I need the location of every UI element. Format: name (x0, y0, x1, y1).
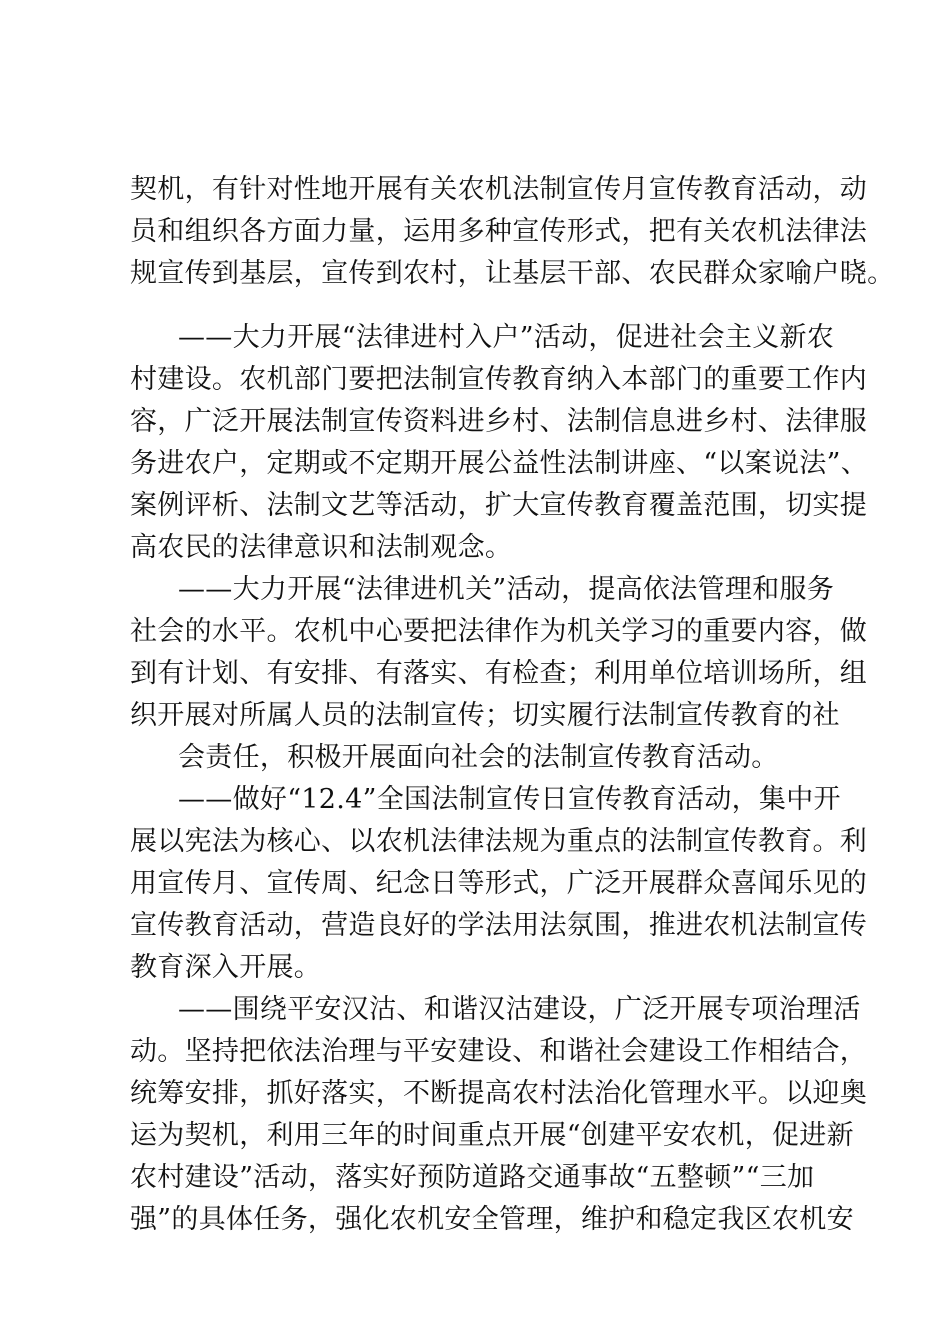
text-line: ——围绕平安汉沽、和谐汉沽建设，广泛开展专项治理活 (178, 994, 861, 1025)
text-line: 契机，有针对性地开展有关农机法制宣传月宣传教育活动，动 (130, 174, 868, 205)
text-line: 会责任，积极开展面向社会的法制宣传教育活动。 (178, 742, 779, 773)
text-line: 动。坚持把依法治理与平安建设、和谐社会建设工作相结合， (130, 1036, 868, 1067)
text-line: 高农民的法律意识和法制观念。 (130, 532, 513, 563)
text-line: 社会的水平。农机中心要把法律作为机关学习的重要内容，做 (130, 616, 868, 647)
text-line: 统筹安排，抓好落实，不断提高农村法治化管理水平。以迎奥 (130, 1078, 868, 1109)
text-line: 展以宪法为核心、以农机法律法规为重点的法制宣传教育。利 (130, 826, 868, 857)
text-line: 案例评析、法制文艺等活动，扩大宣传教育覆盖范围，切实提 (130, 490, 868, 521)
text-line: ——做好“12.4”全国法制宣传日宣传教育活动，集中开 (178, 784, 841, 815)
text-line: ——大力开展“法律进村入户”活动，促进社会主义新农 (178, 322, 835, 353)
text-line: ——大力开展“法律进机关”活动，提高依法管理和服务 (178, 574, 835, 605)
text-line: 农村建设”活动，落实好预防道路交通事故“五整顿”“三加 (130, 1162, 815, 1193)
text-line: 容，广泛开展法制宣传资料进乡村、法制信息进乡村、法律服 (130, 406, 868, 437)
text-line: 员和组织各方面力量，运用多种宣传形式，把有关农机法律法 (130, 216, 868, 247)
text-line: 教育深入开展。 (130, 952, 322, 983)
text-line: 运为契机，利用三年的时间重点开展“创建平安农机，促进新 (130, 1120, 854, 1151)
text-line: 规宣传到基层，宣传到农村，让基层干部、农民群众家喻户晓。 (130, 258, 895, 289)
text-line: 村建设。农机部门要把法制宣传教育纳入本部门的重要工作内 (130, 364, 868, 395)
text-line: 到有计划、有安排、有落实、有检查；利用单位培训场所，组 (130, 658, 868, 689)
text-line: 宣传教育活动，营造良好的学法用法氛围，推进农机法制宣传 (130, 910, 868, 941)
text-line: 务进农户，定期或不定期开展公益性法制讲座、“以案说法”、 (130, 448, 869, 479)
text-line: 用宣传月、宣传周、纪念日等形式，广泛开展群众喜闻乐见的 (130, 868, 868, 899)
text-line: 织开展对所属人员的法制宣传；切实履行法制宣传教育的社 (130, 700, 840, 731)
text-line: 强”的具体任务，强化农机安全管理，维护和稳定我区农机安 (130, 1204, 854, 1235)
